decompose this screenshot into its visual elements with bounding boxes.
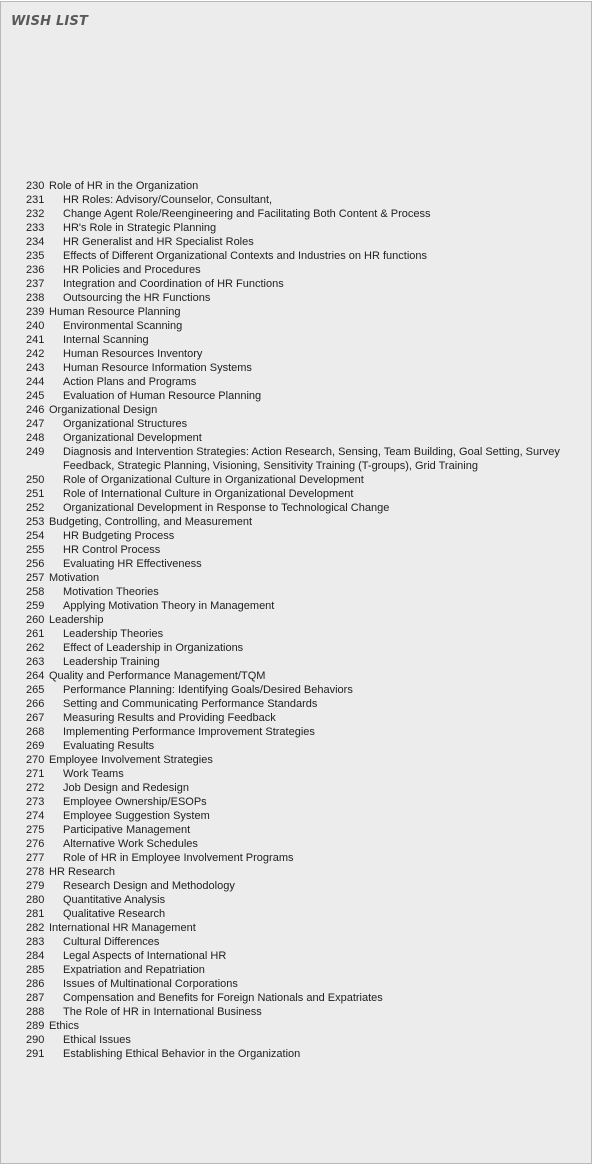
item-text: Evaluating Results [63, 740, 155, 752]
item-text: Motivation [49, 572, 100, 584]
item-text: HR Budgeting Process [63, 530, 175, 542]
item-number: 263 [26, 656, 45, 668]
item-text: Compensation and Benefits for Foreign Nationals and Expatriates [63, 992, 383, 1004]
item-text: Integration and Coordination of HR Functions [63, 278, 284, 290]
item-text: Employee Involvement Strategies [49, 754, 213, 766]
item-text: Qualitative Research [63, 908, 166, 920]
list-item [26, 907, 586, 921]
panel-title: WISH LIST [11, 14, 89, 29]
item-number: 247 [26, 418, 45, 430]
item-number: 270 [26, 754, 45, 766]
list-heading [26, 613, 586, 627]
item-text: Participative Management [63, 824, 191, 836]
item-text: Environmental Scanning [63, 320, 183, 332]
item-text: HR Roles: Advisory/Counselor, Consultant, [63, 194, 273, 206]
item-number: 233 [26, 222, 45, 234]
list-item [26, 795, 586, 809]
item-number: 250 [26, 474, 45, 486]
list-item [26, 655, 586, 669]
list-item [26, 893, 586, 907]
item-number: 287 [26, 992, 45, 1004]
list-item [26, 431, 586, 445]
list-item [26, 739, 586, 753]
list-item [26, 417, 586, 431]
item-text: Cultural Differences [63, 936, 160, 948]
list-item [26, 809, 586, 823]
list-heading [26, 669, 586, 683]
item-text: HR Control Process [63, 544, 161, 556]
item-number: 283 [26, 936, 45, 948]
item-number: 284 [26, 950, 45, 962]
item-text: Establishing Ethical Behavior in the Organization [63, 1048, 301, 1060]
item-text: Quantitative Analysis [63, 894, 166, 906]
wish-list-panel [0, 1, 592, 1164]
list-item [26, 347, 586, 361]
list-item [26, 991, 586, 1005]
item-number: 290 [26, 1034, 45, 1046]
list-item [26, 879, 586, 893]
list-item [26, 1047, 586, 1061]
item-number: 264 [26, 670, 45, 682]
list-item [26, 221, 586, 235]
item-text: Human Resource Planning [49, 306, 181, 318]
item-number: 265 [26, 684, 45, 696]
item-number: 280 [26, 894, 45, 906]
item-text: Setting and Communicating Performance Standards [63, 698, 318, 710]
item-text: Job Design and Redesign [63, 782, 189, 794]
item-number: 279 [26, 880, 45, 892]
item-text: Motivation Theories [63, 586, 159, 598]
item-text: Human Resource Information Systems [63, 362, 252, 374]
item-number: 234 [26, 236, 45, 248]
item-number: 281 [26, 908, 45, 920]
item-number: 276 [26, 838, 45, 850]
list-item [26, 193, 586, 207]
item-text: Organizational Development in Response to Technological Change [63, 502, 390, 514]
item-number: 253 [26, 516, 45, 528]
item-number: 278 [26, 866, 45, 878]
item-number: 271 [26, 768, 45, 780]
list-item [26, 935, 586, 949]
item-number: 257 [26, 572, 45, 584]
item-text: Action Plans and Programs [63, 376, 197, 388]
item-text: International HR Management [49, 922, 196, 934]
item-text: Change Agent Role/Reengineering and Facilitating Both Content & Process [63, 208, 431, 220]
list-item [26, 711, 586, 725]
item-number: 242 [26, 348, 45, 360]
item-number: 291 [26, 1048, 45, 1060]
item-text: Ethical Issues [63, 1034, 131, 1046]
list-item [26, 837, 586, 851]
list-item [26, 501, 586, 515]
list-item [26, 207, 586, 221]
item-number: 231 [26, 194, 45, 206]
list-heading [26, 1019, 586, 1033]
item-number: 244 [26, 376, 45, 388]
item-number: 238 [26, 292, 45, 304]
item-number: 248 [26, 432, 45, 444]
item-number: 268 [26, 726, 45, 738]
item-number: 255 [26, 544, 45, 556]
item-text: HR Research [49, 866, 116, 878]
list-heading [26, 179, 586, 193]
list-item [26, 683, 586, 697]
list-heading [26, 865, 586, 879]
list-item [26, 235, 586, 249]
item-text: Research Design and Methodology [63, 880, 235, 892]
list-item [26, 627, 586, 641]
item-number: 275 [26, 824, 45, 836]
item-number: 261 [26, 628, 45, 640]
item-number: 274 [26, 810, 45, 822]
item-text: Budgeting, Controlling, and Measurement [49, 516, 253, 528]
list-item [26, 585, 586, 599]
list-item [26, 1005, 586, 1019]
list-item [26, 389, 586, 403]
list-item [26, 767, 586, 781]
item-number: 266 [26, 698, 45, 710]
item-number: 256 [26, 558, 45, 570]
list-item [26, 277, 586, 291]
item-number: 245 [26, 390, 45, 402]
list-item [26, 319, 586, 333]
item-number: 285 [26, 964, 45, 976]
item-number: 282 [26, 922, 45, 934]
item-number: 258 [26, 586, 45, 598]
list-item [26, 977, 586, 991]
list-item [26, 823, 586, 837]
list-heading [26, 753, 586, 767]
list-heading [26, 571, 586, 585]
list-item [26, 543, 586, 557]
item-text: Internal Scanning [63, 334, 149, 346]
list-heading [26, 515, 586, 529]
item-text: Ethics [49, 1020, 79, 1032]
item-number: 230 [26, 180, 45, 192]
item-text: Effect of Leadership in Organizations [63, 642, 244, 654]
item-number: 254 [26, 530, 45, 542]
item-number: 241 [26, 334, 45, 346]
item-number: 272 [26, 782, 45, 794]
item-text: Expatriation and Repatriation [63, 964, 205, 976]
item-text: Organizational Development [63, 432, 202, 444]
item-text: Legal Aspects of International HR [63, 950, 227, 962]
item-text: Issues of Multinational Corporations [63, 978, 238, 990]
item-number: 237 [26, 278, 45, 290]
item-text: Evaluation of Human Resource Planning [63, 390, 262, 402]
item-text: Leadership [49, 614, 104, 626]
item-text: Work Teams [63, 768, 124, 780]
list-item [26, 1033, 586, 1047]
list-item [26, 249, 586, 263]
list-item [26, 725, 586, 739]
item-number: 286 [26, 978, 45, 990]
wish-list [26, 179, 586, 1061]
item-number: 249 [26, 446, 45, 458]
list-item [26, 557, 586, 571]
list-heading [26, 403, 586, 417]
item-number: 236 [26, 264, 45, 276]
list-item [26, 333, 586, 347]
item-text: Role of Organizational Culture in Organizational Development [63, 474, 364, 486]
list-item [26, 487, 586, 501]
list-item [26, 445, 586, 473]
item-number: 251 [26, 488, 45, 500]
item-number: 273 [26, 796, 45, 808]
item-text: Evaluating HR Effectiveness [63, 558, 202, 570]
item-text: Measuring Results and Providing Feedback [63, 712, 276, 724]
item-number: 235 [26, 250, 45, 262]
item-text: HR's Role in Strategic Planning [63, 222, 217, 234]
item-text: Effects of Different Organizational Contexts and Industries on HR functions [63, 250, 428, 262]
item-number: 240 [26, 320, 45, 332]
item-text: Outsourcing the HR Functions [63, 292, 211, 304]
item-number: 267 [26, 712, 45, 724]
item-text: Leadership Training [63, 656, 160, 668]
item-number: 246 [26, 404, 45, 416]
list-item [26, 599, 586, 613]
list-item [26, 949, 586, 963]
item-text: Employee Ownership/ESOPs [63, 796, 207, 808]
list-item [26, 291, 586, 305]
item-number: 252 [26, 502, 45, 514]
item-number: 289 [26, 1020, 45, 1032]
item-text: Role of HR in the Organization [49, 180, 199, 192]
list-item [26, 263, 586, 277]
item-number: 239 [26, 306, 45, 318]
item-number: 277 [26, 852, 45, 864]
item-text: Quality and Performance Management/TQM [49, 670, 266, 682]
list-item [26, 529, 586, 543]
item-text: Organizational Structures [63, 418, 188, 430]
list-item [26, 641, 586, 655]
item-text: Diagnosis and Intervention Strategies: Action Research, Sensing, Team Building, Goal Setting, Survey Feedback, Strategic Planning, Visioning, Sensitivity Training (T-groups), Grid Training [63, 446, 560, 472]
item-text: Implementing Performance Improvement Strategies [63, 726, 315, 738]
item-text: Alternative Work Schedules [63, 838, 198, 850]
list-item [26, 473, 586, 487]
item-text: HR Policies and Procedures [63, 264, 201, 276]
item-text: HR Generalist and HR Specialist Roles [63, 236, 254, 248]
list-heading [26, 921, 586, 935]
list-item [26, 963, 586, 977]
item-number: 259 [26, 600, 45, 612]
item-number: 260 [26, 614, 45, 626]
list-item [26, 375, 586, 389]
item-number: 262 [26, 642, 45, 654]
item-text: Leadership Theories [63, 628, 164, 640]
item-number: 269 [26, 740, 45, 752]
item-text: Employee Suggestion System [63, 810, 210, 822]
item-number: 243 [26, 362, 45, 374]
item-text: Performance Planning: Identifying Goals/Desired Behaviors [63, 684, 353, 696]
item-text: Role of HR in Employee Involvement Programs [63, 852, 294, 864]
item-number: 232 [26, 208, 45, 220]
list-item [26, 781, 586, 795]
item-number: 288 [26, 1006, 45, 1018]
list-item [26, 361, 586, 375]
item-text: The Role of HR in International Business [63, 1006, 262, 1018]
item-text: Applying Motivation Theory in Management [63, 600, 275, 612]
list-item [26, 851, 586, 865]
item-text: Human Resources Inventory [63, 348, 203, 360]
item-text: Role of International Culture in Organizational Development [63, 488, 354, 500]
list-heading [26, 305, 586, 319]
list-item [26, 697, 586, 711]
item-text: Organizational Design [49, 404, 158, 416]
